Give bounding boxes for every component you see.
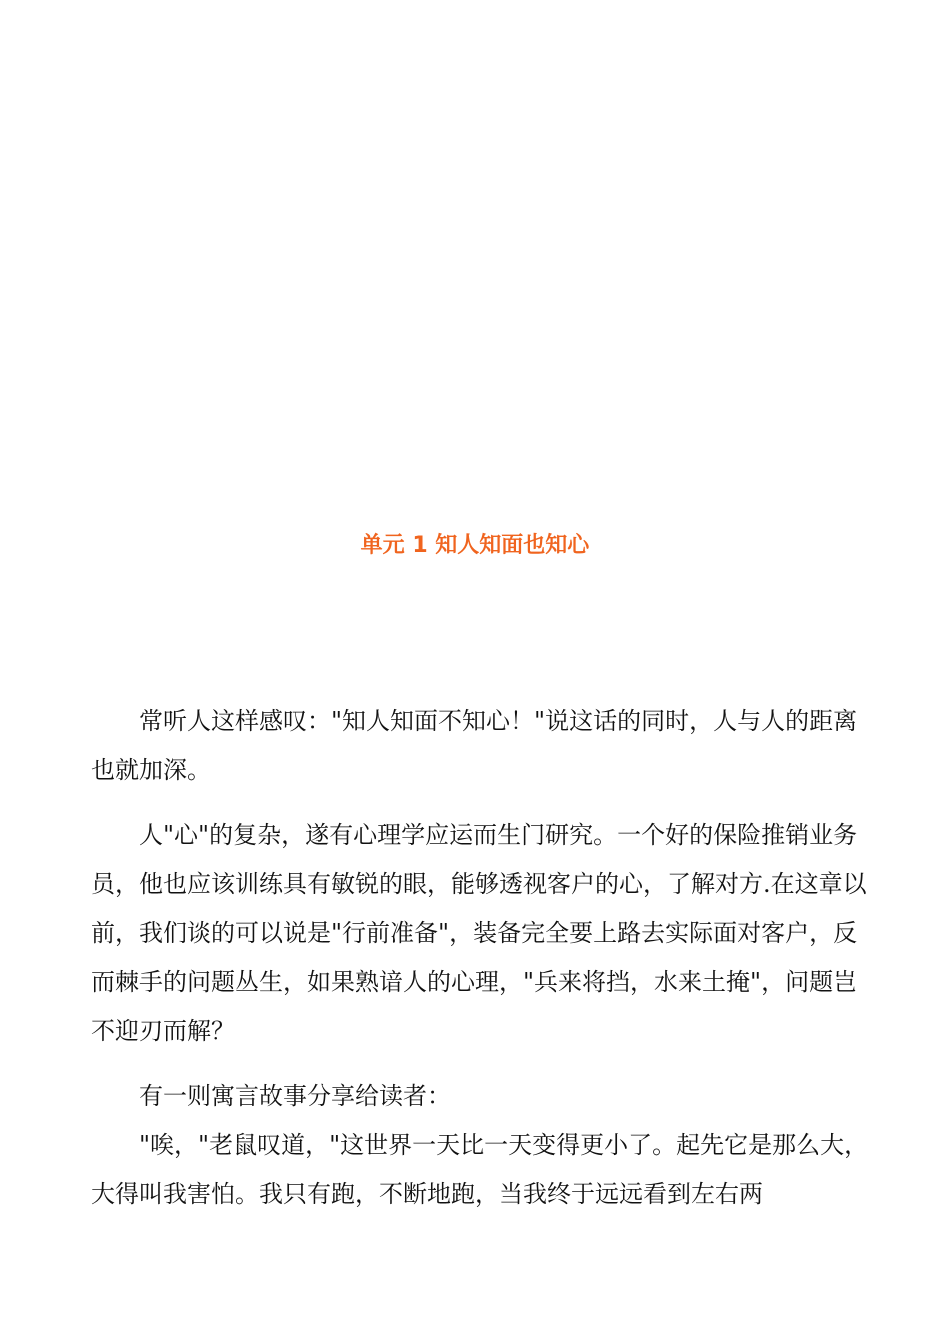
paragraph-2: 人"心"的复杂，遂有心理学应运而生门研究。一个好的保险推销业务员，他也应该训练具有敏锐的眼，能够透视客户的心，了解对方.在这章以前，我们谈的可以说是"行前准备"，装备完全要上路去实际面对客户，反而棘手的问题丛生，如果熟谙人的心理，"兵来将挡，水来土掩"，问题岂不迎刃而解？ — [91, 821, 867, 1045]
paragraph-4: "唉，"老鼠叹道，"这世界一天比一天变得更小了。起先它是那么大，大得叫我害怕。我只有跑，不断地跑，当我终于远远看到左右两 — [91, 1131, 869, 1208]
section-title: 单元 1 知人知面也知心 — [360, 533, 590, 558]
paragraph-3: 有一则寓言故事分享给读者： — [139, 1082, 451, 1110]
body-text — [91, 697, 881, 1219]
paragraph-1: 常听人这样感叹："知人知面不知心！"说这话的同时，人与人的距离也就加深。 — [91, 707, 858, 784]
